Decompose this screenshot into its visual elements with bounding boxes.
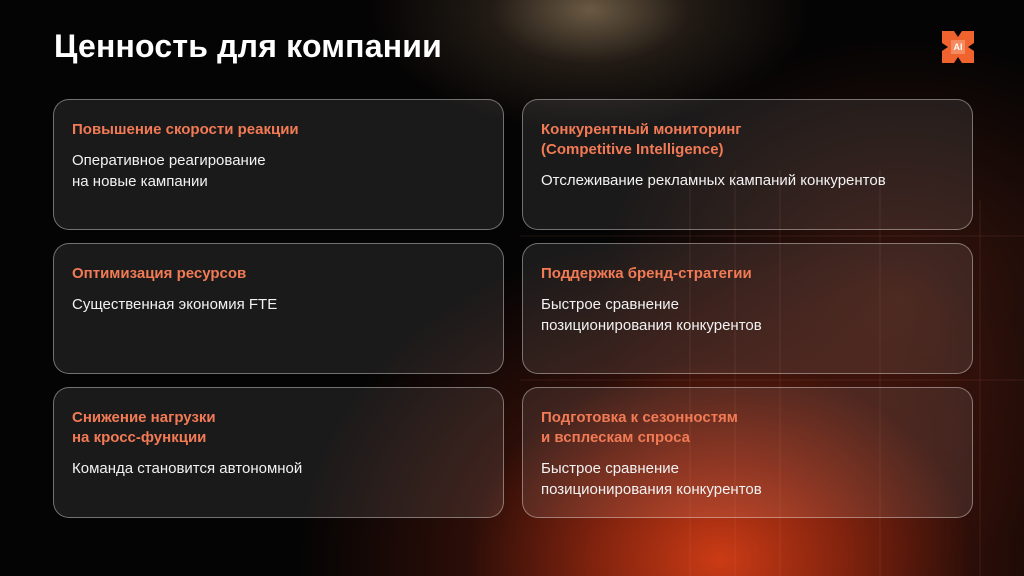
value-card-seasonality [522, 387, 973, 518]
card-text: Существенная экономия FTE [72, 296, 278, 313]
card-text: Команда становится автономной [72, 460, 303, 477]
value-card-brand-strategy [522, 243, 973, 374]
value-card-competitive-intelligence [522, 99, 973, 230]
brand-logo [942, 31, 974, 63]
value-card-reaction-speed [53, 99, 504, 230]
card-title: Снижение нагрузки на кросс-функции [72, 409, 216, 446]
card-text: Быстрое сравнение позиционирования конкурентов [541, 460, 762, 498]
card-title: Конкурентный мониторинг (Competitive Intelligence) [541, 121, 742, 158]
value-card-cross-function-load [53, 387, 504, 518]
value-card-resource-optimization [53, 243, 504, 374]
card-text: Быстрое сравнение позиционирования конкурентов [541, 296, 762, 334]
card-title: Оптимизация ресурсов [72, 265, 247, 282]
card-text: Оперативное реагирование на новые кампании [72, 152, 266, 190]
card-title: Повышение скорости реакции [72, 121, 299, 138]
page-title: Ценность для компании [54, 28, 442, 64]
card-title: Подготовка к сезонностям и всплескам спроса [541, 409, 738, 446]
card-title: Поддержка бренд-стратегии [541, 265, 752, 282]
brand-logo-text: AI [953, 42, 963, 52]
card-text: Отслеживание рекламных кампаний конкурентов [541, 172, 886, 189]
